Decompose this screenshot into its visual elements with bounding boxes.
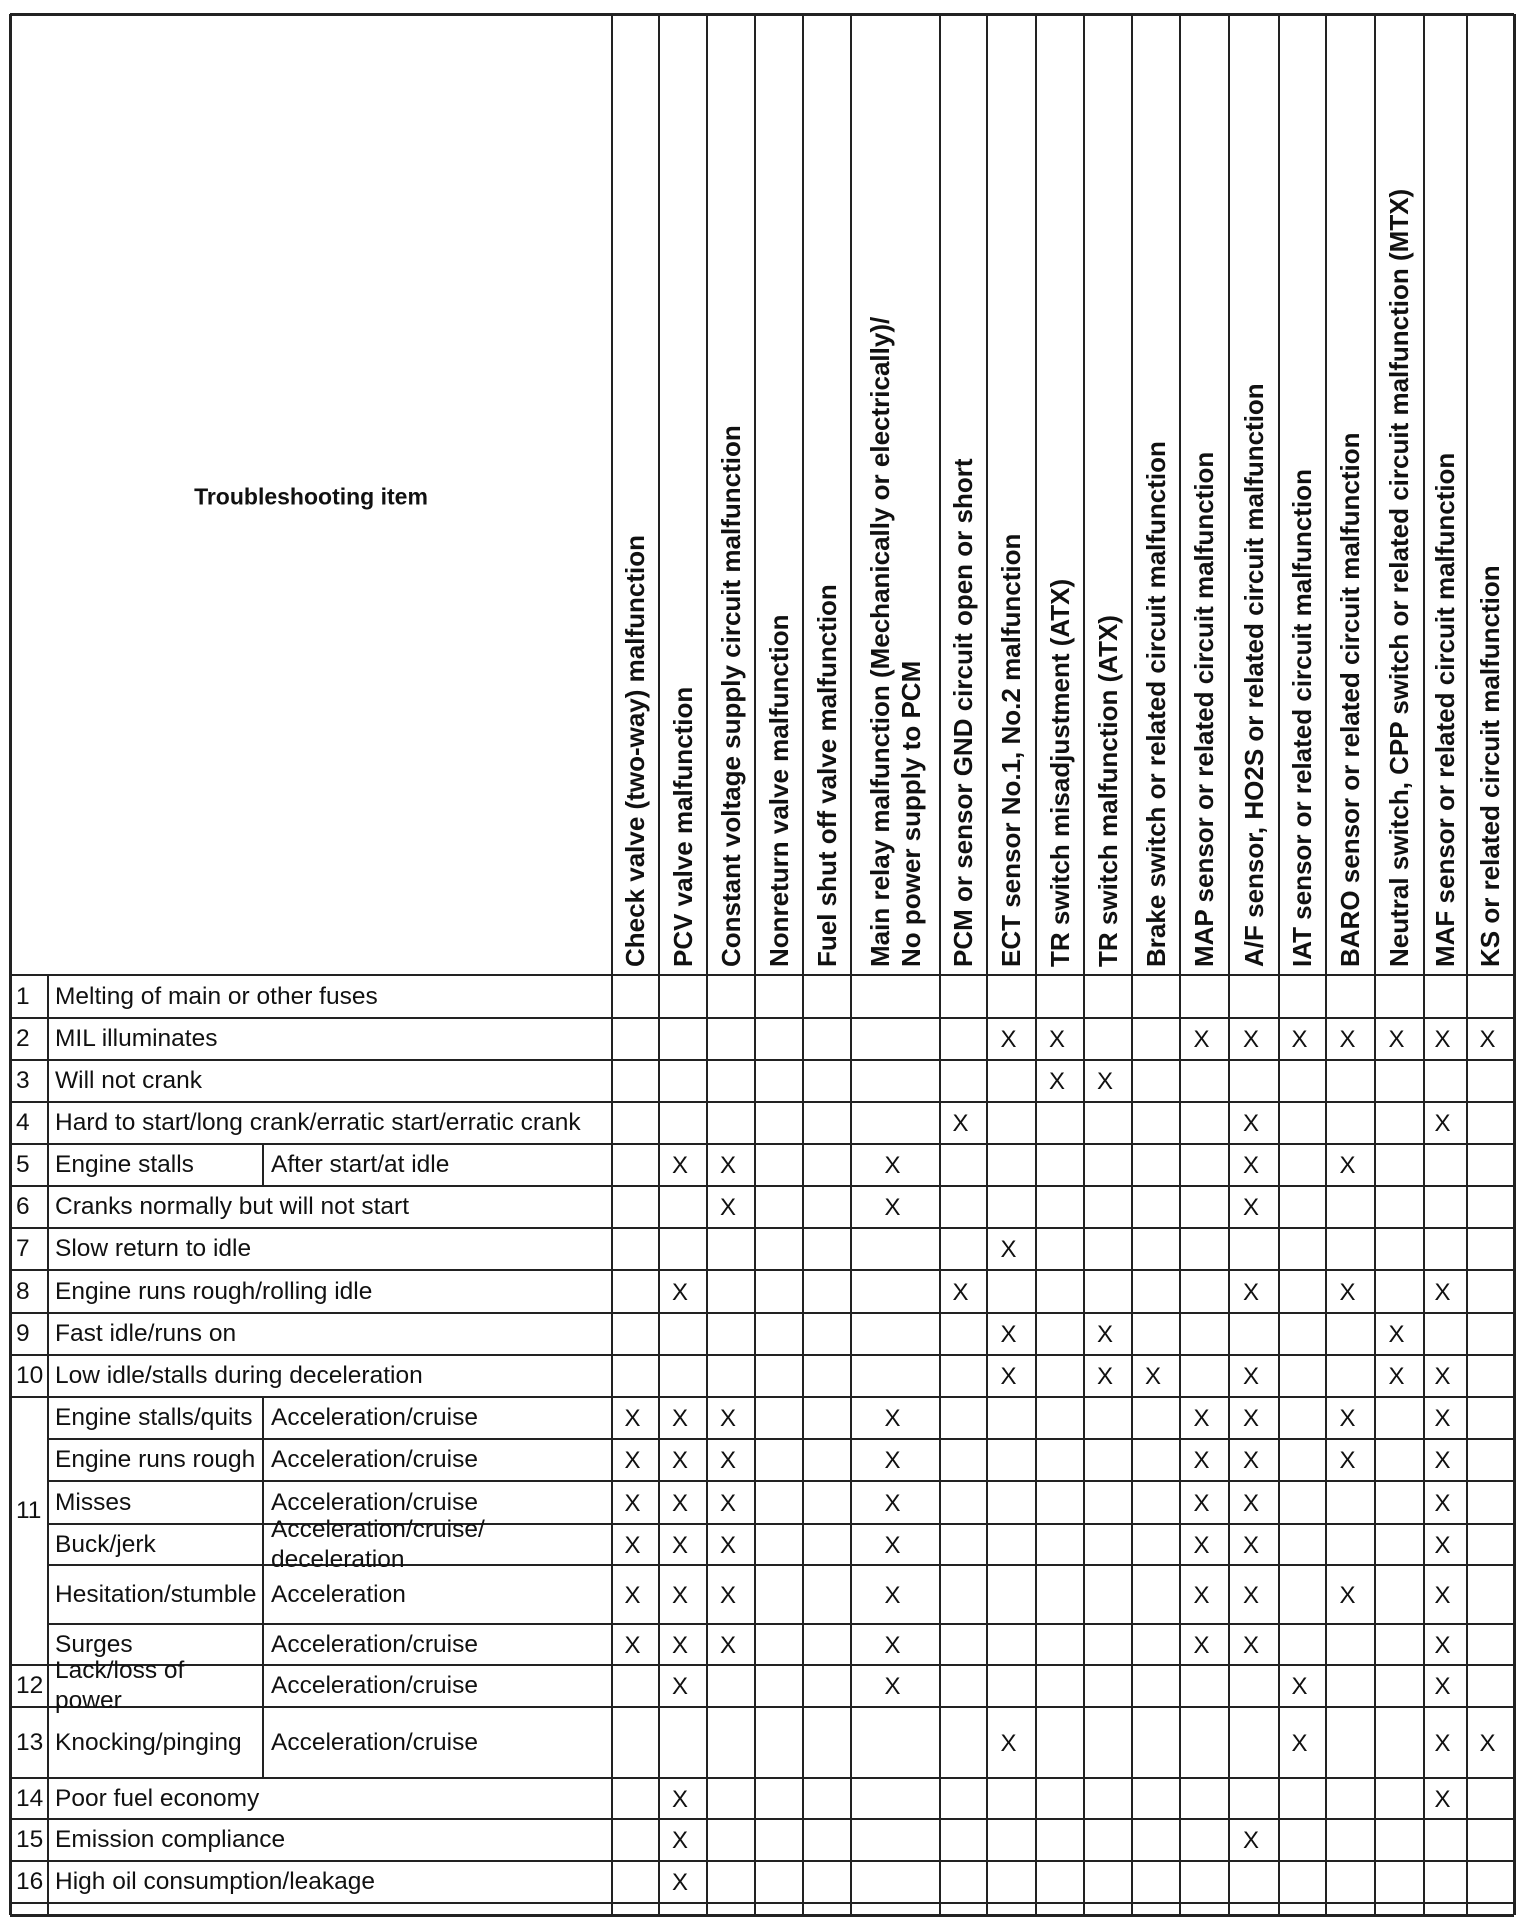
x-mark: X — [884, 1152, 901, 1179]
x-mark: X — [1242, 1026, 1260, 1053]
grid-line — [48, 1623, 1514, 1625]
grid-line — [10, 1664, 1514, 1666]
grid-line — [262, 1565, 264, 1624]
x-mark: X — [1242, 1152, 1260, 1179]
x-mark: X — [1434, 1531, 1451, 1559]
grid-line — [262, 1397, 264, 1439]
x-mark: X — [1193, 1489, 1210, 1517]
grid-line — [1228, 14, 1230, 1915]
column-header-5: Fuel shut off valve malfunction — [811, 584, 842, 967]
grid-line — [986, 14, 988, 1915]
header-troubleshooting-item: Troubleshooting item — [194, 483, 428, 510]
column-header-2: PCV valve malfunction — [667, 686, 698, 967]
grid-line — [262, 1481, 264, 1524]
column-header-17: MAF sensor or related circuit malfunction — [1430, 452, 1460, 967]
x-mark: X — [1434, 1631, 1451, 1659]
x-mark: X — [1388, 1026, 1405, 1053]
x-mark: X — [719, 1152, 737, 1179]
column-header-6: No power supply to PCM — [895, 660, 926, 967]
grid-line — [10, 1818, 1514, 1820]
row-number: 7 — [16, 1235, 30, 1262]
column-header-15: BARO sensor or related circuit malfunction — [1335, 432, 1365, 967]
troubleshooting-item: Slow return to idle — [55, 1235, 252, 1262]
x-mark: X — [1388, 1363, 1405, 1390]
troubleshooting-item: Surges — [55, 1630, 133, 1658]
x-mark: X — [1291, 1673, 1308, 1700]
grid-line — [850, 14, 852, 1915]
grid-line — [48, 1480, 1514, 1482]
grid-line — [1466, 14, 1468, 1915]
grid-line — [10, 13, 1514, 16]
grid-line — [1325, 14, 1327, 1915]
x-mark: X — [1144, 1363, 1162, 1390]
troubleshooting-item: Engine stalls/quits — [55, 1404, 253, 1431]
row-number: 5 — [16, 1151, 30, 1178]
x-mark: X — [1193, 1631, 1210, 1659]
x-mark: X — [671, 1673, 689, 1700]
grid-line — [1374, 14, 1376, 1915]
x-mark: X — [624, 1489, 641, 1517]
x-mark: X — [1339, 1405, 1356, 1432]
x-mark: X — [671, 1405, 689, 1432]
x-mark: X — [1000, 1729, 1017, 1757]
grid-line — [10, 1860, 1514, 1862]
x-mark: X — [1339, 1447, 1356, 1474]
condition: Acceleration/cruise — [271, 1672, 478, 1699]
x-mark: X — [671, 1869, 689, 1896]
troubleshooting-item: Will not crank — [55, 1067, 203, 1094]
x-mark: X — [1434, 1110, 1451, 1137]
x-mark: X — [1434, 1405, 1451, 1432]
x-mark: X — [1242, 1827, 1260, 1854]
column-header-3: Constant voltage supply circuit malfunction — [715, 425, 746, 967]
column-header-9: TR switch misadjustment (ATX) — [1044, 578, 1075, 967]
x-mark: X — [624, 1581, 641, 1609]
grid-line — [10, 1914, 1514, 1917]
column-header-14: IAT sensor or related circuit malfunction — [1287, 469, 1317, 967]
column-header-18: KS or related circuit malfunction — [1475, 565, 1505, 967]
row-number: 2 — [16, 1025, 30, 1052]
troubleshooting-item: Melting of main or other fuses — [55, 982, 378, 1010]
condition: Acceleration/cruise — [271, 1488, 478, 1516]
x-mark: X — [1479, 1026, 1496, 1053]
grid-line — [754, 14, 756, 1915]
column-header-12: MAP sensor or related circuit malfunction — [1189, 451, 1219, 967]
grid-line — [48, 1564, 1514, 1566]
row-number: 6 — [16, 1193, 30, 1220]
x-mark: X — [1339, 1278, 1356, 1306]
grid-line — [10, 1227, 1514, 1229]
row-number: 14 — [16, 1784, 44, 1812]
x-mark: X — [1242, 1489, 1260, 1517]
x-mark: X — [1339, 1581, 1356, 1609]
troubleshooting-item: Low idle/stalls during deceleration — [55, 1362, 423, 1389]
x-mark: X — [671, 1531, 689, 1559]
grid-line — [9, 14, 12, 1915]
grid-line — [802, 14, 804, 1915]
x-mark: X — [1339, 1026, 1356, 1053]
x-mark: X — [884, 1631, 901, 1659]
row-number: 3 — [16, 1067, 30, 1094]
condition: Acceleration — [271, 1580, 406, 1608]
column-header-11: Brake switch or related circuit malfunction — [1140, 441, 1171, 967]
x-mark: X — [1434, 1729, 1451, 1757]
column-header-10: TR switch malfunction (ATX) — [1092, 615, 1123, 967]
column-header-7: PCM or sensor GND circuit open or short — [948, 458, 978, 967]
grid-line — [1513, 14, 1516, 1915]
x-mark: X — [1193, 1447, 1210, 1474]
grid-line — [10, 1312, 1514, 1314]
row-number: 9 — [16, 1320, 30, 1347]
grid-line — [262, 1439, 264, 1481]
grid-line — [10, 1143, 1514, 1145]
row-number: 1 — [16, 982, 30, 1010]
troubleshooting-item: Engine runs rough — [55, 1446, 256, 1473]
x-mark: X — [1242, 1405, 1260, 1432]
x-mark: X — [671, 1785, 689, 1813]
grid-line — [48, 1523, 1514, 1525]
x-mark: X — [884, 1447, 901, 1474]
x-mark: X — [1291, 1026, 1308, 1053]
troubleshooting-item: Fast idle/runs on — [55, 1320, 237, 1347]
x-mark: X — [624, 1631, 641, 1659]
troubleshooting-item: Hesitation/stumble — [55, 1580, 257, 1608]
x-mark: X — [719, 1631, 737, 1659]
x-mark: X — [1242, 1278, 1260, 1306]
x-mark: X — [952, 1278, 969, 1306]
condition: Acceleration/cruise/ — [271, 1515, 485, 1543]
grid-line — [262, 1707, 264, 1778]
x-mark: X — [1193, 1026, 1210, 1053]
x-mark: X — [1242, 1194, 1260, 1221]
x-mark: X — [671, 1631, 689, 1659]
grid-line — [10, 1902, 1514, 1904]
grid-line — [10, 1706, 1514, 1708]
grid-line — [1423, 14, 1425, 1915]
x-mark: X — [1434, 1363, 1451, 1390]
x-mark: X — [719, 1581, 737, 1609]
grid-line — [1083, 14, 1085, 1915]
x-mark: X — [1434, 1489, 1451, 1517]
x-mark: X — [719, 1405, 737, 1432]
row-number: 10 — [16, 1362, 44, 1389]
x-mark: X — [1434, 1026, 1451, 1053]
condition: deceleration — [271, 1545, 405, 1573]
grid-line — [262, 1524, 264, 1565]
x-mark: X — [719, 1489, 737, 1517]
x-mark: X — [624, 1405, 641, 1432]
row-number: 16 — [16, 1868, 44, 1895]
troubleshooting-item: power — [55, 1687, 122, 1714]
troubleshooting-item: Engine stalls — [55, 1151, 194, 1178]
troubleshooting-item: Hard to start/long crank/erratic start/erratic crank — [55, 1109, 581, 1136]
troubleshooting-item: Misses — [55, 1488, 132, 1516]
column-header-16: Neutral switch, CPP switch or related circuit malfunction (MTX) — [1384, 188, 1414, 967]
x-mark: X — [884, 1531, 901, 1559]
x-mark: X — [719, 1447, 737, 1474]
x-mark: X — [1096, 1363, 1114, 1390]
x-mark: X — [624, 1447, 641, 1474]
x-mark: X — [1388, 1321, 1405, 1348]
x-mark: X — [1291, 1729, 1308, 1757]
grid-line — [1179, 14, 1181, 1915]
troubleshooting-item: High oil consumption/leakage — [55, 1868, 376, 1895]
x-mark: X — [671, 1489, 689, 1517]
troubleshooting-item: Emission compliance — [55, 1826, 286, 1853]
troubleshooting-item: Engine runs rough/rolling idle — [55, 1277, 373, 1305]
x-mark: X — [1000, 1363, 1017, 1390]
grid-line — [10, 1017, 1514, 1019]
row-number: 11 — [16, 1497, 42, 1524]
x-mark: X — [719, 1194, 737, 1221]
grid-line — [262, 1624, 264, 1665]
grid-line — [262, 1144, 264, 1186]
x-mark: X — [952, 1110, 969, 1137]
x-mark: X — [884, 1405, 901, 1432]
x-mark: X — [1434, 1785, 1451, 1813]
x-mark: X — [671, 1278, 689, 1306]
column-header-4: Nonreturn valve malfunction — [763, 614, 794, 967]
x-mark: X — [1193, 1531, 1210, 1559]
row-number: 13 — [16, 1728, 44, 1756]
grid-line — [10, 1101, 1514, 1103]
x-mark: X — [884, 1673, 901, 1700]
x-mark: X — [1242, 1531, 1260, 1559]
x-mark: X — [1242, 1363, 1260, 1390]
grid-line — [47, 975, 49, 1915]
grid-line — [939, 14, 941, 1915]
x-mark: X — [1242, 1581, 1260, 1609]
x-mark: X — [1096, 1068, 1114, 1095]
column-header-8: ECT sensor No.1, No.2 malfunction — [996, 533, 1026, 967]
row-number: 4 — [16, 1109, 30, 1136]
x-mark: X — [1242, 1447, 1260, 1474]
grid-line — [706, 14, 708, 1915]
x-mark: X — [719, 1531, 737, 1559]
x-mark: X — [1434, 1673, 1451, 1700]
x-mark: X — [1339, 1152, 1356, 1179]
x-mark: X — [1242, 1631, 1260, 1659]
troubleshooting-item: Buck/jerk — [55, 1530, 156, 1558]
grid-line — [10, 1185, 1514, 1187]
troubleshooting-item: Knocking/pinging — [55, 1728, 242, 1756]
condition: After start/at idle — [271, 1151, 450, 1178]
x-mark: X — [1242, 1110, 1260, 1137]
grid-line — [10, 1269, 1514, 1271]
condition: Acceleration/cruise — [271, 1630, 478, 1658]
grid-line — [10, 1354, 1514, 1356]
x-mark: X — [1434, 1447, 1451, 1474]
grid-line — [658, 14, 660, 1915]
condition: Acceleration/cruise — [271, 1404, 478, 1431]
x-mark: X — [1000, 1321, 1017, 1348]
x-mark: X — [671, 1581, 689, 1609]
x-mark: X — [671, 1827, 689, 1854]
grid-line — [611, 14, 613, 1915]
x-mark: X — [1048, 1068, 1066, 1095]
x-mark: X — [1048, 1026, 1066, 1053]
x-mark: X — [884, 1194, 901, 1221]
troubleshooting-item: MIL illuminates — [55, 1025, 218, 1052]
x-mark: X — [671, 1447, 689, 1474]
troubleshooting-item: Poor fuel economy — [55, 1784, 260, 1812]
column-header-1: Check valve (two-way) malfunction — [620, 535, 650, 967]
grid-line — [1035, 14, 1037, 1915]
troubleshooting-item: Cranks normally but will not start — [55, 1193, 410, 1220]
x-mark: X — [1000, 1026, 1017, 1053]
grid-line — [10, 1059, 1514, 1061]
grid-line — [10, 1777, 1514, 1779]
x-mark: X — [1000, 1236, 1017, 1263]
grid-line — [48, 1438, 1514, 1440]
row-number: 8 — [16, 1277, 30, 1305]
x-mark: X — [671, 1152, 689, 1179]
grid-line — [10, 974, 1514, 976]
troubleshooting-item: Lack/loss of — [55, 1657, 185, 1684]
x-mark: X — [884, 1581, 901, 1609]
grid-line — [1131, 14, 1133, 1915]
grid-line — [10, 1396, 1514, 1398]
x-mark: X — [1193, 1581, 1210, 1609]
condition: Acceleration/cruise — [271, 1446, 478, 1473]
grid-line — [262, 1665, 264, 1707]
grid-line — [1278, 14, 1280, 1915]
x-mark: X — [1479, 1729, 1496, 1757]
x-mark: X — [884, 1489, 901, 1517]
x-mark: X — [1434, 1581, 1451, 1609]
x-mark: X — [1193, 1405, 1210, 1432]
condition: Acceleration/cruise — [271, 1728, 478, 1756]
column-header-6: Main relay malfunction (Mechanically or electrically)/ — [864, 316, 895, 967]
column-header-13: A/F sensor, HO2S or related circuit malfunction — [1238, 383, 1269, 967]
row-number: 15 — [16, 1826, 44, 1853]
x-mark: X — [1434, 1278, 1451, 1306]
row-number: 12 — [16, 1672, 44, 1699]
x-mark: X — [1096, 1321, 1114, 1348]
x-mark: X — [624, 1531, 641, 1559]
